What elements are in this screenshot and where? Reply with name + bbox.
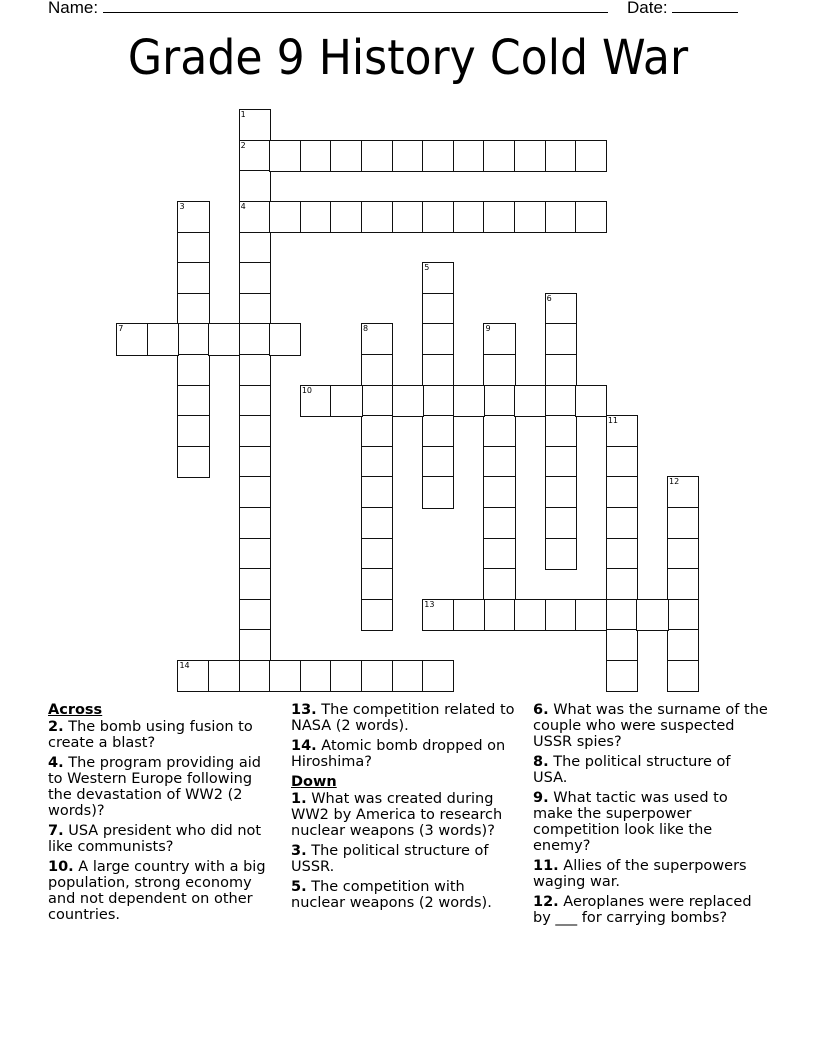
crossword-cell[interactable] [606, 476, 638, 508]
cell-number: 6 [546, 293, 552, 303]
crossword-cell[interactable] [606, 507, 638, 539]
clue-number: 14. [291, 738, 317, 754]
crossword-cell[interactable] [208, 323, 240, 355]
clue-number: 13. [291, 702, 317, 718]
clue-number: 3. [291, 843, 307, 859]
crossword-cell[interactable] [422, 354, 454, 386]
crossword-cell[interactable] [422, 599, 454, 631]
clue-across-14 [291, 738, 516, 770]
date-blank-line[interactable] [672, 0, 738, 13]
date-field[interactable] [627, 0, 738, 18]
page-title: Grade 9 History Cold War [127, 30, 689, 86]
clues-column-3 [533, 702, 768, 930]
clue-text: The bomb using fusion to create a blast? [48, 719, 253, 751]
clue-text: A large country with a big population, strong economy and not dependent on other countries. [48, 859, 266, 923]
cell-number: 1 [240, 110, 246, 120]
cell-number: 11 [607, 416, 619, 426]
clue-text: Allies of the superpowers waging war. [533, 858, 747, 890]
crossword-cell[interactable] [239, 109, 271, 141]
crossword-cell[interactable] [361, 140, 393, 172]
clue-number: 10. [48, 859, 74, 875]
crossword-cell[interactable] [269, 201, 301, 233]
crossword-cell[interactable] [177, 446, 209, 478]
crossword-cell[interactable] [575, 140, 607, 172]
clue-across-7 [48, 823, 273, 855]
clue-number: 9. [533, 790, 549, 806]
crossword-cell[interactable] [392, 660, 424, 692]
crossword-cell[interactable] [422, 323, 454, 355]
crossword-cell[interactable] [177, 232, 209, 264]
crossword-cell[interactable] [514, 385, 546, 417]
crossword-cell[interactable] [545, 293, 577, 325]
crossword-cell[interactable] [300, 140, 332, 172]
crossword-cell[interactable] [606, 446, 638, 478]
crossword-cell[interactable] [422, 201, 454, 233]
crossword-cell[interactable] [514, 599, 546, 631]
crossword-cell[interactable] [453, 140, 485, 172]
crossword-cell[interactable] [667, 568, 699, 600]
clue-down-1 [291, 791, 516, 839]
crossword-cell[interactable] [606, 568, 638, 600]
crossword-cell[interactable] [330, 140, 362, 172]
crossword-cell[interactable] [453, 385, 485, 417]
crossword-cell[interactable] [545, 538, 577, 570]
crossword-cell[interactable] [453, 599, 485, 631]
crossword-cell[interactable] [545, 385, 577, 417]
crossword-cell[interactable] [361, 201, 393, 233]
clue-down-12 [533, 894, 768, 926]
crossword-cell[interactable] [545, 476, 577, 508]
crossword-cell[interactable] [483, 323, 515, 355]
crossword-cell[interactable] [239, 599, 271, 631]
crossword-cell[interactable] [177, 660, 209, 692]
crossword-cell[interactable] [239, 262, 271, 294]
clue-text: The political structure of USSR. [291, 843, 489, 875]
crossword-cell[interactable] [239, 538, 271, 570]
crossword-cell[interactable] [483, 201, 515, 233]
crossword-cell[interactable] [177, 354, 209, 386]
crossword-cell[interactable] [300, 660, 332, 692]
crossword-cell[interactable] [483, 538, 515, 570]
crossword-cell[interactable] [483, 568, 515, 600]
crossword-cell[interactable] [239, 660, 271, 692]
crossword-cell[interactable] [239, 140, 271, 172]
clue-number: 6. [533, 702, 549, 718]
crossword-cell[interactable] [330, 201, 362, 233]
crossword-cell[interactable] [636, 599, 668, 631]
crossword-cell[interactable] [545, 140, 577, 172]
crossword-cell[interactable] [545, 201, 577, 233]
crossword-cell[interactable] [239, 354, 271, 386]
crossword-cell[interactable] [545, 446, 577, 478]
crossword-cell[interactable] [177, 201, 209, 233]
crossword-cell[interactable] [453, 201, 485, 233]
across-heading: Across [48, 702, 103, 718]
crossword-cell[interactable] [606, 660, 638, 692]
crossword-cell[interactable] [667, 476, 699, 508]
crossword-cell[interactable] [300, 201, 332, 233]
crossword-cell[interactable] [361, 354, 393, 386]
clue-down-8 [533, 754, 768, 786]
crossword-cell[interactable] [239, 507, 271, 539]
crossword-cell[interactable] [239, 629, 271, 661]
crossword-cell[interactable] [330, 660, 362, 692]
crossword-cell[interactable] [361, 660, 393, 692]
crossword-cell[interactable] [545, 323, 577, 355]
clue-number: 11. [533, 858, 559, 874]
crossword-cell[interactable] [514, 140, 546, 172]
crossword-cell[interactable] [147, 323, 179, 355]
clue-across-13 [291, 702, 516, 734]
crossword-cell[interactable] [177, 323, 209, 355]
clue-text: What was the surname of the couple who were suspected USSR spies? [533, 702, 768, 750]
crossword-cell[interactable] [422, 415, 454, 447]
crossword-cell[interactable] [483, 385, 515, 417]
crossword-cell[interactable] [361, 568, 393, 600]
clue-down-5 [291, 879, 516, 911]
crossword-cell[interactable] [239, 446, 271, 478]
crossword-cell[interactable] [239, 201, 271, 233]
clue-number: 1. [291, 791, 307, 807]
cell-number: 10 [301, 385, 313, 395]
clue-text: The program providing aid to Western Europe following the devastation of WW2 (2 words)? [48, 755, 261, 819]
crossword-cell[interactable] [575, 201, 607, 233]
crossword-cell[interactable] [239, 476, 271, 508]
crossword-cell[interactable] [545, 507, 577, 539]
clue-number: 7. [48, 823, 64, 839]
crossword-cell[interactable] [361, 476, 393, 508]
clue-across-2 [48, 719, 273, 751]
cell-number: 5 [424, 263, 430, 273]
date-label: Date: [627, 0, 668, 17]
crossword-cell[interactable] [606, 538, 638, 570]
crossword-cell[interactable] [606, 629, 638, 661]
cell-number: 2 [240, 140, 246, 150]
crossword-cell[interactable] [422, 660, 454, 692]
crossword-cell[interactable] [239, 293, 271, 325]
clues-column-1 [48, 702, 273, 927]
name-label: Name: [48, 0, 99, 17]
crossword-cell[interactable] [239, 385, 271, 417]
clue-number: 8. [533, 754, 549, 770]
clue-number: 2. [48, 719, 64, 735]
clue-text: The competition related to NASA (2 words). [291, 702, 515, 734]
crossword-cell[interactable] [239, 415, 271, 447]
crossword-cell[interactable] [239, 568, 271, 600]
crossword-cell[interactable] [483, 476, 515, 508]
crossword-cell[interactable] [606, 599, 638, 631]
crossword-cell[interactable] [361, 446, 393, 478]
crossword-cell[interactable] [177, 293, 209, 325]
crossword-cell[interactable] [483, 415, 515, 447]
crossword-cell[interactable] [545, 415, 577, 447]
crossword-cell[interactable] [300, 385, 332, 417]
clue-down-11 [533, 858, 768, 890]
crossword-cell[interactable] [667, 538, 699, 570]
crossword-cell[interactable] [361, 599, 393, 631]
crossword-cell[interactable] [422, 476, 454, 508]
clues-column-2 [291, 702, 516, 915]
crossword-cell[interactable] [239, 232, 271, 264]
crossword-cell[interactable] [392, 385, 424, 417]
crossword-cell[interactable] [330, 385, 362, 417]
clue-down-6 [533, 702, 768, 750]
clue-text: The competition with nuclear weapons (2 words). [291, 879, 492, 911]
cell-number: 4 [240, 202, 246, 212]
cell-number: 14 [179, 661, 190, 671]
crossword-cell[interactable] [392, 201, 424, 233]
crossword-cell[interactable] [483, 507, 515, 539]
crossword-cell[interactable] [422, 446, 454, 478]
crossword-cell[interactable] [116, 323, 148, 355]
crossword-cell[interactable] [239, 323, 271, 355]
crossword-cell[interactable] [361, 538, 393, 570]
clue-across-10 [48, 859, 273, 923]
crossword-cell[interactable] [392, 140, 424, 172]
clue-down-9 [533, 790, 768, 854]
crossword-cell[interactable] [575, 385, 607, 417]
clue-down-3 [291, 843, 516, 875]
crossword-cell[interactable] [575, 599, 607, 631]
crossword-grid [117, 110, 729, 692]
crossword-cell[interactable] [422, 293, 454, 325]
crossword-cell[interactable] [667, 507, 699, 539]
crossword-cell[interactable] [177, 262, 209, 294]
crossword-cell[interactable] [483, 446, 515, 478]
name-blank-line[interactable] [103, 0, 608, 13]
crossword-cell[interactable] [483, 140, 515, 172]
crossword-cell[interactable] [361, 385, 393, 417]
name-field[interactable] [48, 0, 608, 18]
crossword-cell[interactable] [483, 354, 515, 386]
clue-text: Atomic bomb dropped on Hiroshima? [291, 738, 506, 770]
clue-number: 12. [533, 894, 559, 910]
crossword-cell[interactable] [422, 140, 454, 172]
cell-number: 3 [179, 202, 185, 212]
clue-across-4 [48, 755, 273, 819]
crossword-cell[interactable] [483, 599, 515, 631]
crossword-cell[interactable] [177, 385, 209, 417]
clue-text: What was created during WW2 by America to research nuclear weapons (3 words)? [291, 791, 503, 839]
cell-number: 12 [669, 477, 680, 487]
crossword-cell[interactable] [208, 660, 240, 692]
clue-text: What tactic was used to make the superpower competition look like the enemy? [533, 790, 728, 854]
clue-number: 4. [48, 755, 64, 771]
clue-text: The political structure of USA. [533, 754, 731, 786]
crossword-cell[interactable] [269, 660, 301, 692]
crossword-cell[interactable] [422, 262, 454, 294]
crossword-cell[interactable] [545, 599, 577, 631]
clue-text: USA president who did not like communists? [48, 823, 262, 855]
crossword-cell[interactable] [422, 385, 454, 417]
crossword-cell[interactable] [177, 415, 209, 447]
cell-number: 8 [363, 324, 369, 334]
down-heading: Down [291, 774, 337, 790]
crossword-cell[interactable] [269, 140, 301, 172]
cell-number: 9 [485, 324, 491, 334]
crossword-cell[interactable] [361, 323, 393, 355]
crossword-cell[interactable] [667, 660, 699, 692]
clue-text: Aeroplanes were replaced by ___ for carrying bombs? [533, 894, 752, 926]
crossword-cell[interactable] [361, 507, 393, 539]
crossword-cell[interactable] [239, 170, 271, 202]
cell-number: 13 [424, 599, 435, 609]
crossword-cell[interactable] [545, 354, 577, 386]
crossword-cell[interactable] [269, 323, 301, 355]
crossword-cell[interactable] [514, 201, 546, 233]
crossword-cell[interactable] [606, 415, 638, 447]
crossword-cell[interactable] [361, 415, 393, 447]
crossword-cell[interactable] [667, 629, 699, 661]
clue-number: 5. [291, 879, 307, 895]
crossword-cell[interactable] [667, 599, 699, 631]
cell-number: 7 [118, 324, 124, 334]
